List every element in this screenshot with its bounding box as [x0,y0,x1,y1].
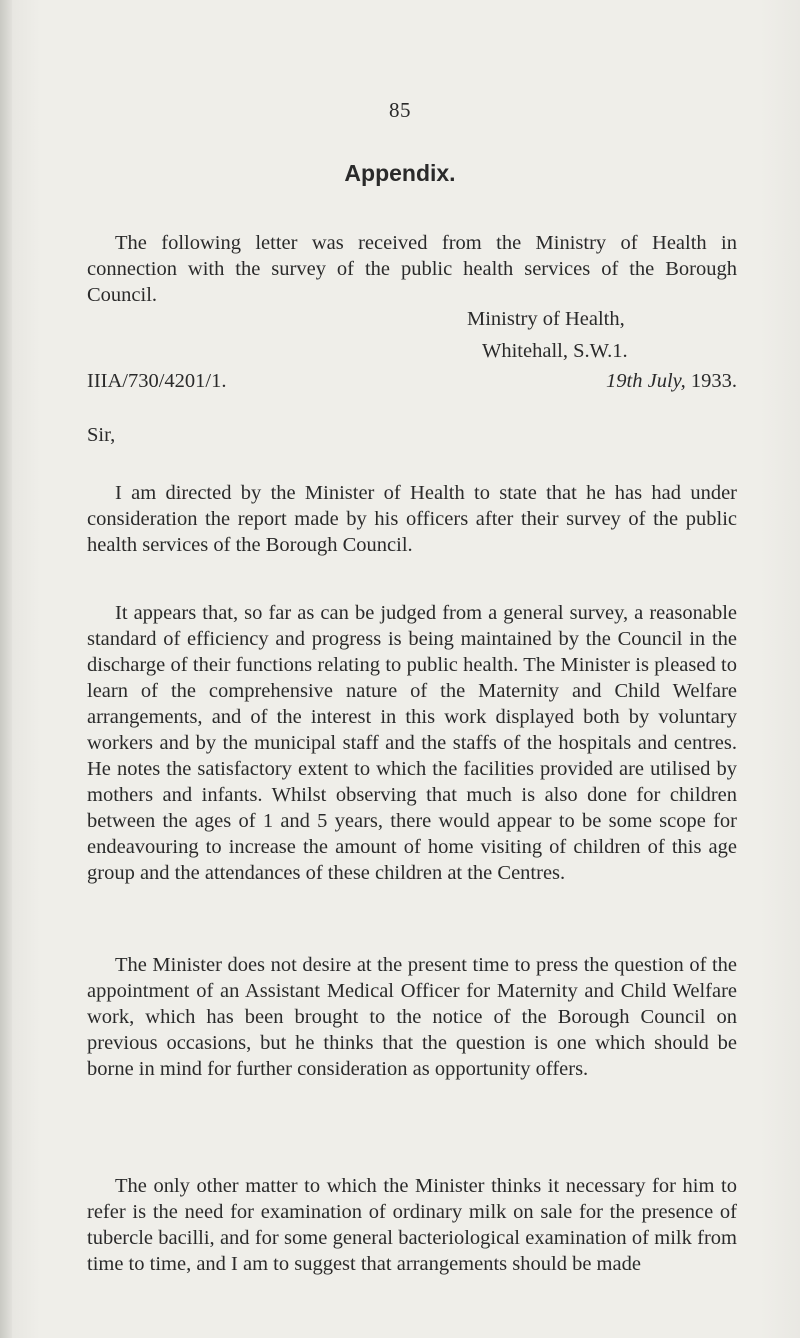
salutation: Sir, [87,424,116,446]
letter-date-year: 1933. [690,370,737,392]
letter-date-day-month: 19th July, [606,370,686,392]
address-line-1: Ministry of Health, [467,308,625,330]
intro-paragraph: The following letter was received from the Ministry of Health in connection with the survey of the public health services of the Borough Council. [87,232,737,306]
letter-paragraph-4: The only other matter to which the Minister thinks it necessary for him to refer is the need for examination of ordinary milk on sale for the presence of tubercle bacilli, and for some general bacteriological examination of milk from time to time, and I am to suggest that arrangements should be made [87,1175,737,1275]
letter-paragraph-3: The Minister does not desire at the present time to press the question of the appointment of an Assistant Medical Officer for Maternity and Child Welfare work, which has been brought to the notice of the Borough Council on previous occasions, but he thinks that the question is one which should be borne in mind for further consideration as opportunity offers. [87,954,737,1080]
letter-reference: IIIA/730/4201/1. [87,370,227,392]
page-edge-shadow [0,0,12,1338]
address-line-2: Whitehall, S.W.1. [482,340,628,362]
page-number: 85 [389,98,411,122]
appendix-heading: Appendix. [344,160,456,186]
letter-date [606,370,737,393]
letter-paragraph-1: I am directed by the Minister of Health to state that he has had under consideration the report made by his officers after their survey of the public health services of the Borough Council. [87,482,737,556]
letter-paragraph-2: It appears that, so far as can be judged from a general survey, a reasonable standard of efficiency and progress is being maintained by the Council in the discharge of their functions relating to public health. The Minister is pleased to learn of the comprehensive nature of the Maternity and Child Welfare arrangements, and of the interest in this work displayed both by voluntary workers and by the municipal staff and the staffs of the hospitals and centres. He notes the satisfactory extent to which the facilities provided are utilised by mothers and infants. Whilst observing that much is also done for children between the ages of 1 and 5 years, there would appear to be some scope for endeavouring to increase the amount of home visiting of children of this age group and the attendances of these children at the Centres. [87,602,737,884]
